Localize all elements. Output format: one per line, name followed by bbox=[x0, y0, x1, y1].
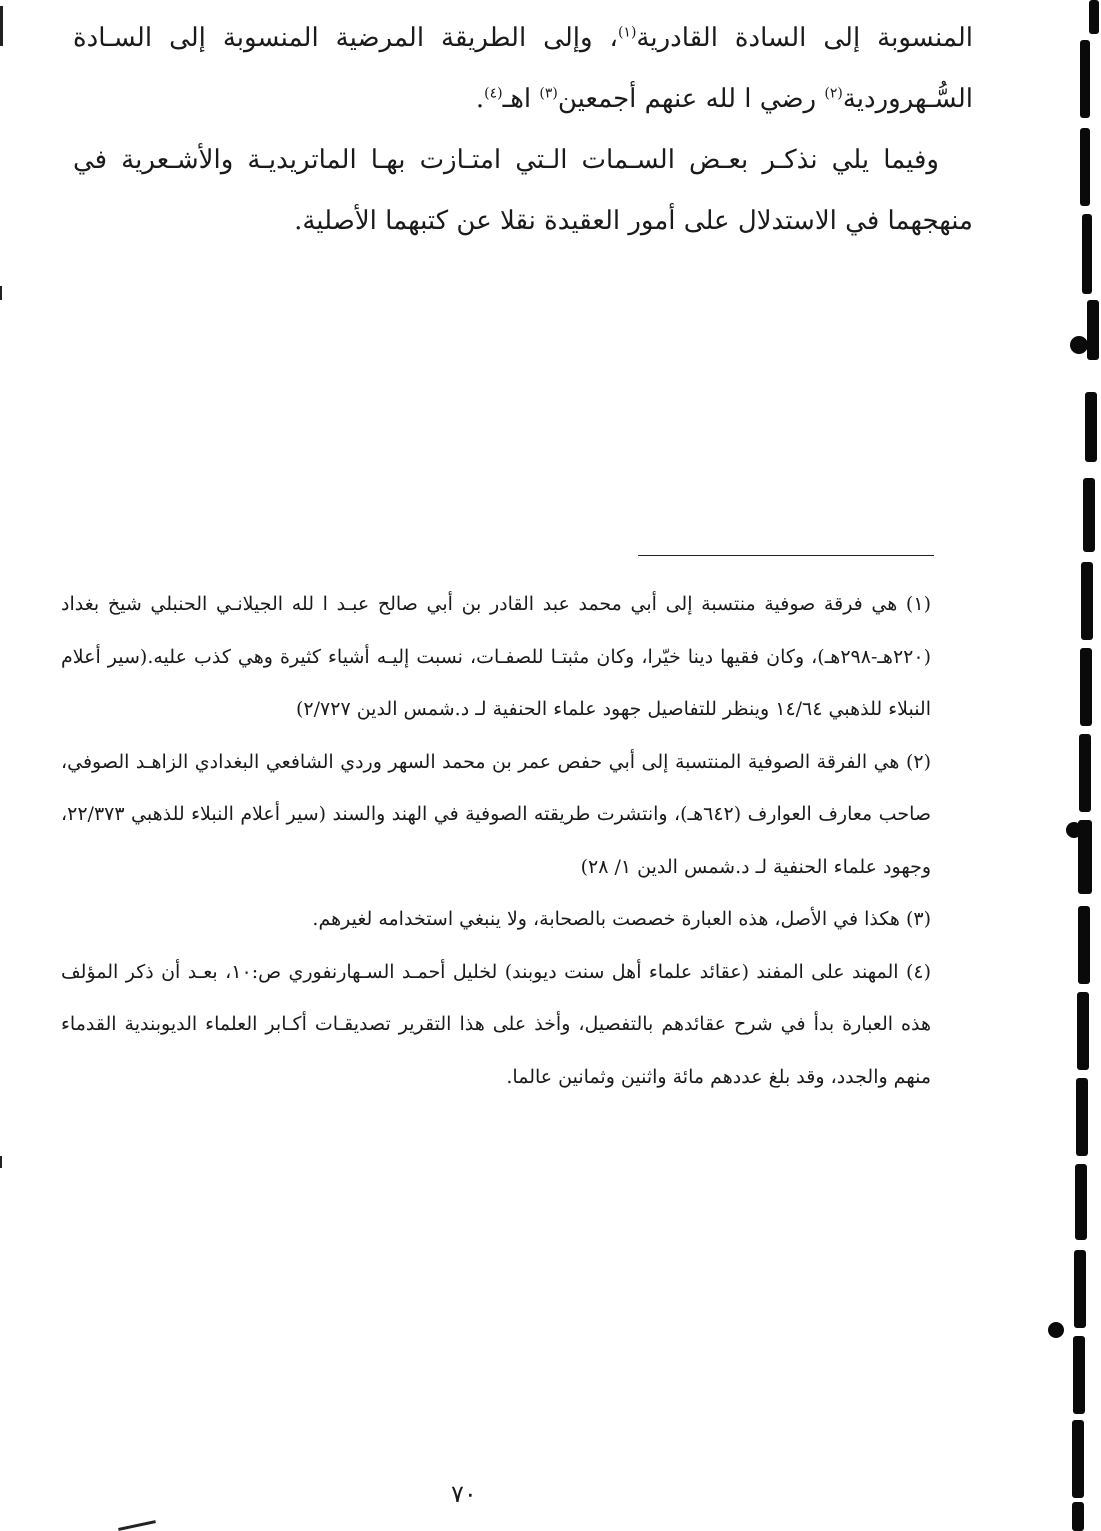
body-paragraph-2: وفيما يلي نذكـر بعـض السـمات الـتي امتـازت بهـا الماتريديـة والأشـعرية في منهجهما في الاستدلال على أمور العقيدة نقلا عن كتبهما الأصلية. bbox=[73, 145, 973, 236]
binding-mark bbox=[1078, 906, 1090, 984]
binding-mark bbox=[1085, 392, 1097, 462]
footnote-ref-2[interactable]: (٢) bbox=[824, 85, 843, 102]
body-text-run: المنسوبة إلى السادة القادرية bbox=[636, 23, 973, 53]
binding-mark bbox=[1075, 1164, 1087, 1240]
binding-mark bbox=[1072, 1420, 1084, 1498]
binding-mark bbox=[1074, 1250, 1086, 1328]
edge-smudge bbox=[118, 1520, 156, 1531]
footnote-3: (٣) هكذا في الأصل، هذه العبارة خصصت بالصحابة، ولا ينبغي استخدامه لغيرهم. bbox=[312, 908, 931, 930]
edge-smudge bbox=[0, 1156, 2, 1168]
binding-mark bbox=[1083, 478, 1095, 552]
binding-mark bbox=[1082, 214, 1092, 294]
binding-mark bbox=[1073, 1336, 1085, 1414]
binding-mark bbox=[1080, 648, 1092, 726]
edge-smudge bbox=[0, 286, 2, 300]
page-number: ٧٠ bbox=[451, 1480, 477, 1508]
footnote-ref-4[interactable]: (٤) bbox=[484, 85, 503, 102]
footnote-ref-1[interactable]: (١) bbox=[617, 24, 637, 41]
binding-mark bbox=[1079, 734, 1091, 812]
edge-smudge bbox=[0, 6, 3, 46]
footnote-2: (٢) هي الفرقة الصوفية المنتسبة إلى أبي حفص عمر بن محمد السهر وردي الشافعي البغدادي الزاهـد الصوفي، صاحب معارف العوارف (٦٤٢هـ)، وانتشرت طريقته الصوفية في الهند والسند (سير أعلام النبلاء للذهبي ٢٢/٣٧٣، وجهود علماء الحنفية لـ د.شمس الدين ١/ ٢٨) bbox=[61, 750, 931, 878]
footnote-4: (٤) المهند على المفند (عقائد علماء أهل سنت ديوبند) لخليل أحمـد السـهارنفوري ص:١٠، بعـد أن ذكر المؤلف هذه العبارة بدأ في شرح عقائدهم بالتفصيل، وأخذ على هذا التقرير تصديقـات أكـابر العلماء الديوبندية القدماء منهم والجدد، وقد بلغ عددهم مائة واثنين وثمانين عالما. bbox=[61, 960, 931, 1088]
footnote-1: (١) هي فرقة صوفية منتسبة إلى أبي محمد عبد القادر بن أبي صالح عبـد ا لله الجيلانـي الحنبلي شيخ بغداد (٢٢٠هـ-٢٩٨هـ)، وكان فقيها دينا خيّرا، وكان مثبتـا للصفـات، نسبت إليـه أشياء كثيرة وهي كذب عليه.(سير أعلام النبلاء للذهبي ١٤/٦٤ وينظر للتفاصيل جهود علماء الحنفية لـ د.شمس الدين ٢/٧٢٧) bbox=[61, 593, 931, 720]
footnote-ref-3[interactable]: (٣) bbox=[539, 85, 558, 102]
binding-mark bbox=[1072, 1502, 1084, 1531]
binding-mark bbox=[1076, 1078, 1088, 1156]
binding-dot bbox=[1066, 822, 1082, 838]
binding-mark bbox=[1087, 300, 1099, 360]
binding-dot bbox=[1048, 1322, 1064, 1338]
body-text-run: اهـ bbox=[502, 84, 540, 114]
body-text-run: رضي ا لله عنهم أجمعين bbox=[557, 84, 817, 114]
body-paragraph-1 bbox=[73, 8, 973, 130]
footnote-separator bbox=[638, 555, 934, 556]
binding-mark bbox=[1080, 40, 1090, 118]
binding-mark bbox=[1080, 128, 1090, 206]
main-text bbox=[73, 8, 973, 252]
binding-mark bbox=[1077, 992, 1089, 1070]
binding-mark bbox=[1081, 562, 1093, 640]
body-text-run: . bbox=[475, 84, 485, 114]
body-text-run: ، وإلى الطريقة المرضية المنسوبة إلى السـادة السُّـهروردية bbox=[73, 23, 973, 114]
binding-dot bbox=[1070, 336, 1088, 354]
binding-mark bbox=[1089, 0, 1099, 34]
footnotes bbox=[61, 578, 931, 1103]
